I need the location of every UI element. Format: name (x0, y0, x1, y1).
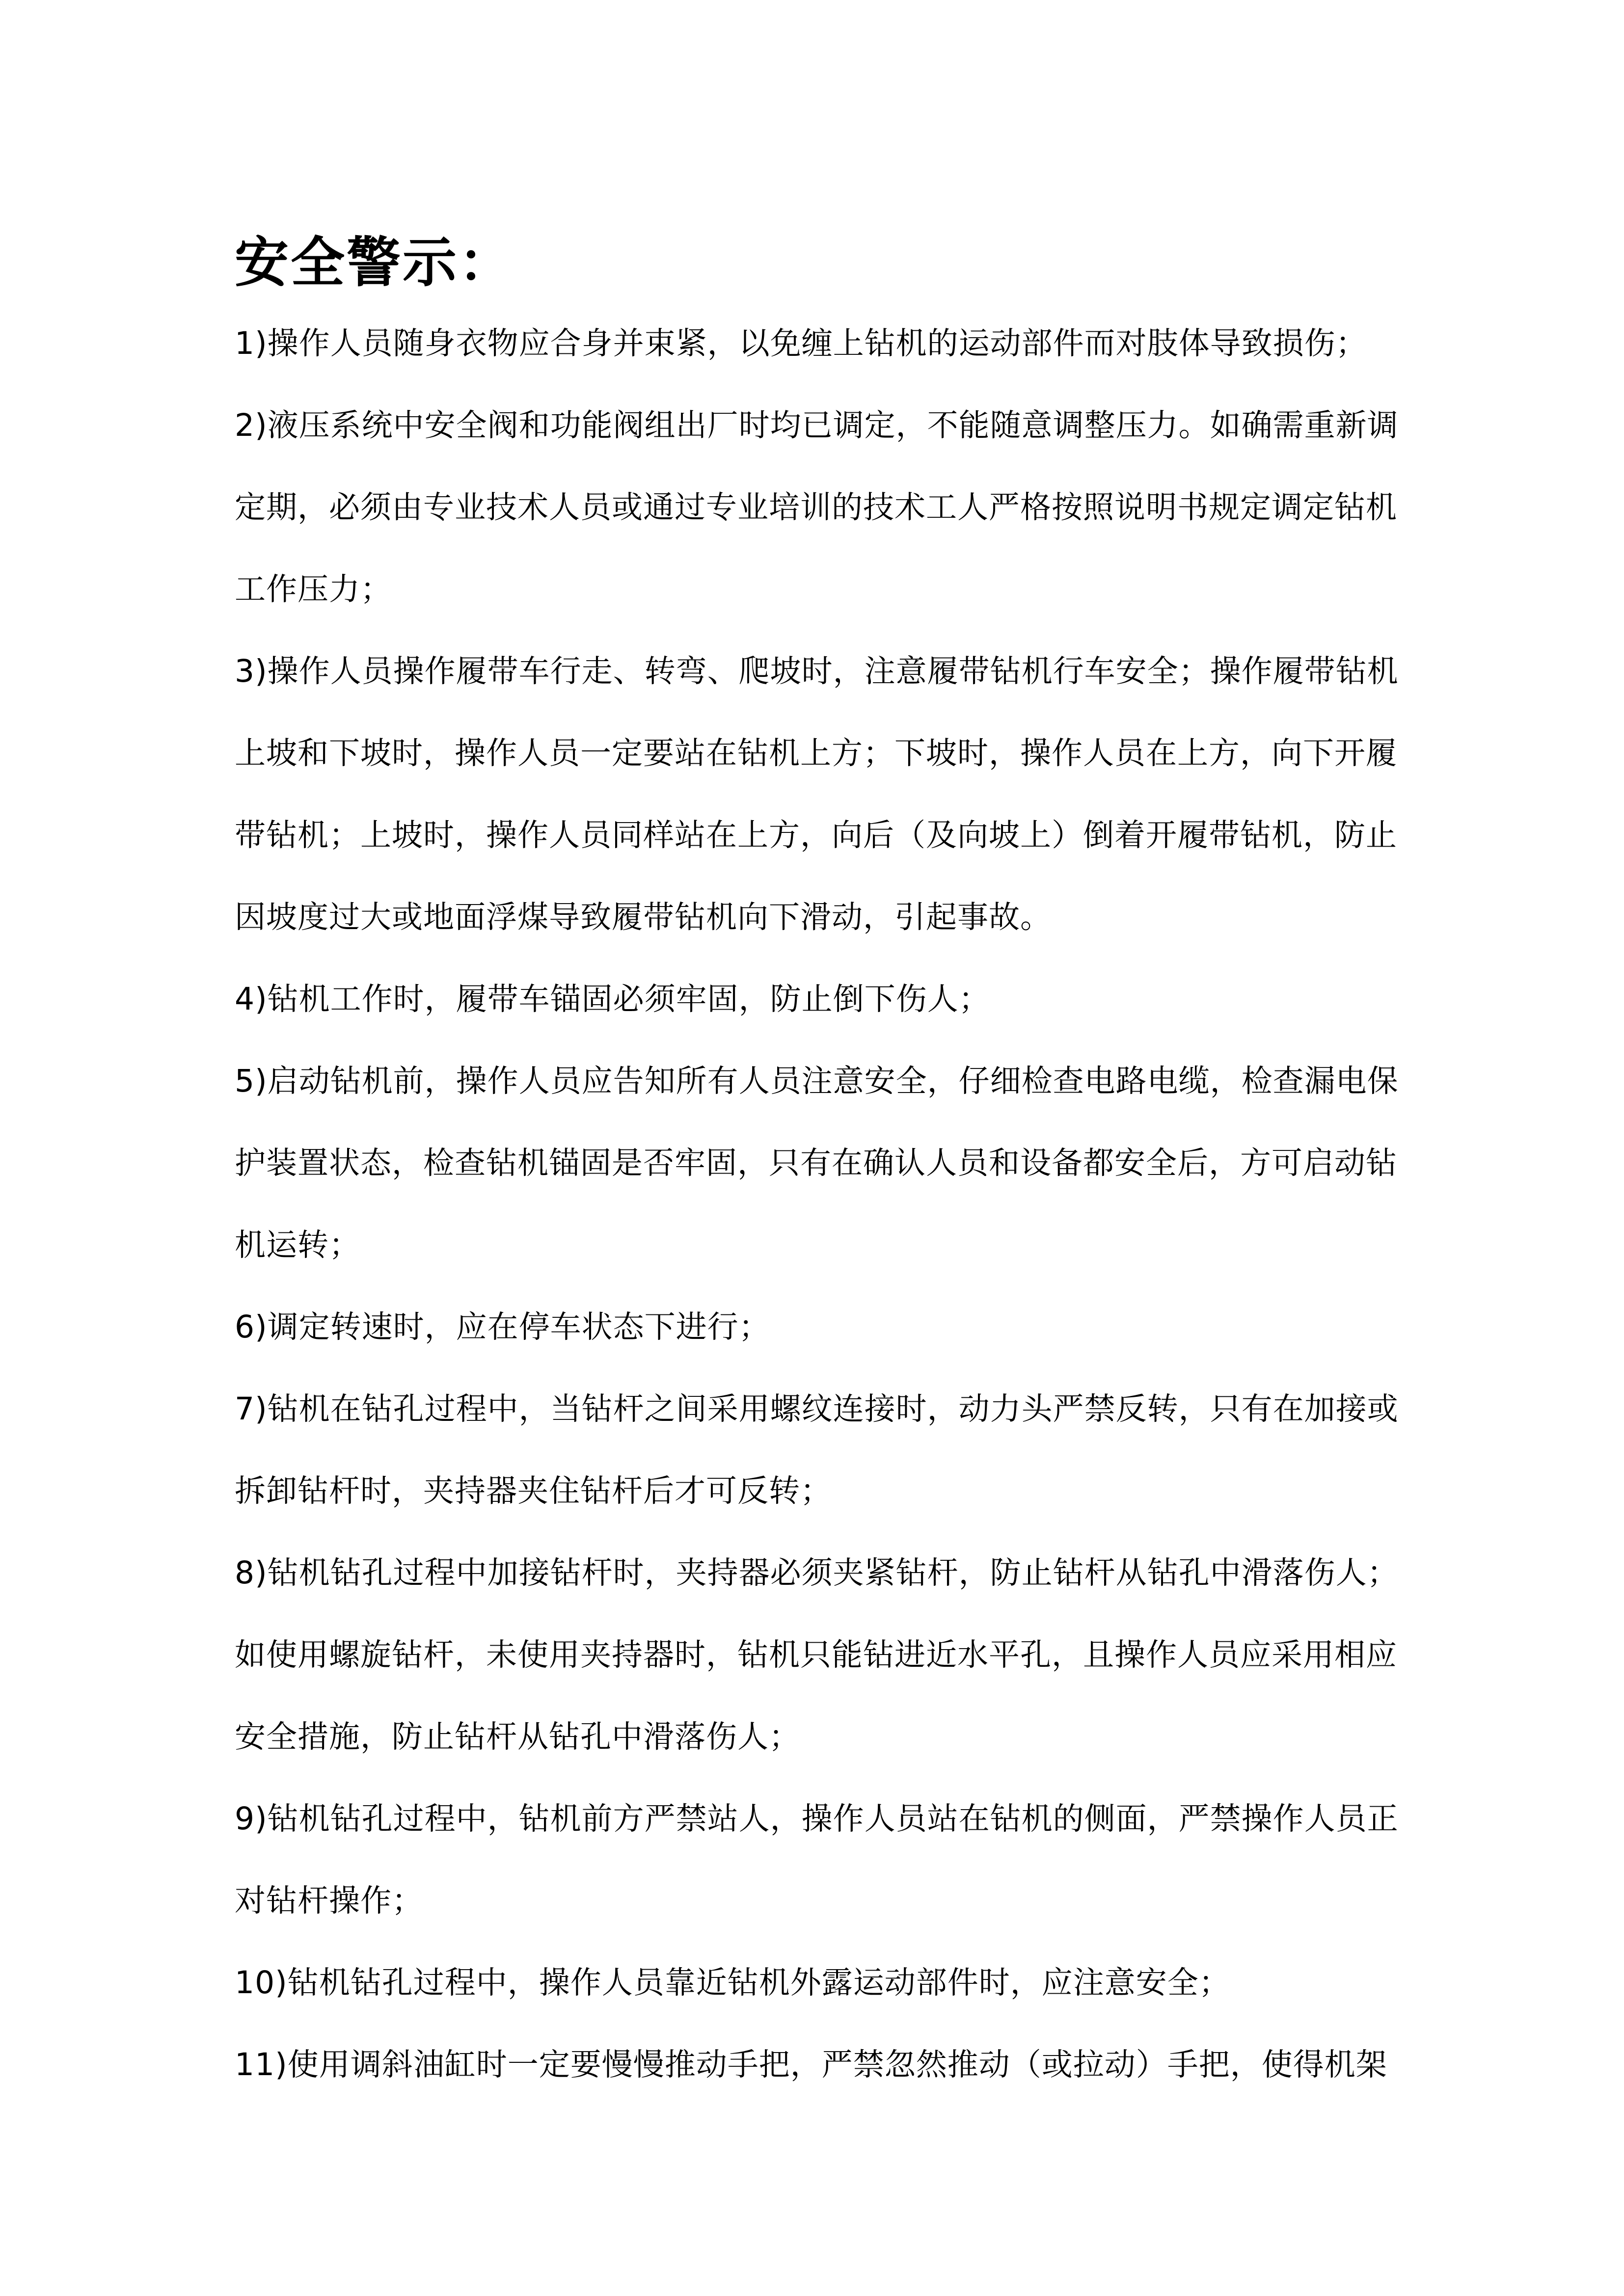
text-line-16: 8)钻机钻孔过程中加接钻杆时，夹持器必须夹紧钻杆，防止钻杆从钻孔中滑落伤人； (235, 1555, 1399, 1591)
text-line-18: 安全措施，防止钻杆从钻孔中滑落伤人； (235, 1719, 800, 1755)
text-line-9: 4)钻机工作时，履带车锚固必须牢固，防止倒下伤人； (235, 981, 990, 1017)
text-line-5: 3)操作人员操作履带车行走、转弯、爬坡时，注意履带钻机行车安全；操作履带钻机 (235, 653, 1399, 689)
text-line-12: 机运转； (235, 1227, 360, 1263)
text-line-8: 因坡度过大或地面浮煤导致履带钻机向下滑动，引起事故。 (235, 899, 1052, 935)
page-title: 安全警示： (235, 231, 514, 294)
text-line-1: 1)操作人员随身衣物应合身并束紧，以免缠上钻机的运动部件而对肢体导致损伤； (235, 325, 1367, 361)
text-line-20: 对钻杆操作； (235, 1883, 423, 1919)
text-line-21: 10)钻机钻孔过程中，操作人员靠近钻机外露运动部件时，应注意安全； (235, 1965, 1230, 2001)
text-line-13: 6)调定转速时，应在停车状态下进行； (235, 1309, 770, 1345)
text-line-10: 5)启动钻机前，操作人员应告知所有人员注意安全，仔细检查电路电缆，检查漏电保 (235, 1063, 1399, 1099)
text-line-3: 定期，必须由专业技术人员或通过专业培训的技术工人严格按照说明书规定调定钻机 (235, 489, 1397, 525)
text-line-14: 7)钻机在钻孔过程中，当钻杆之间采用螺纹连接时，动力头严禁反转，只有在加接或 (235, 1391, 1399, 1427)
text-line-17: 如使用螺旋钻杆，未使用夹持器时，钻机只能钻进近水平孔，且操作人员应采用相应 (235, 1637, 1397, 1673)
text-line-6: 上坡和下坡时，操作人员一定要站在钻机上方；下坡时，操作人员在上方，向下开履 (235, 735, 1397, 771)
text-line-15: 拆卸钻杆时，夹持器夹住钻杆后才可反转； (235, 1473, 832, 1509)
text-line-7: 带钻机；上坡时，操作人员同样站在上方，向后（及向坡上）倒着开履带钻机，防止 (235, 817, 1397, 853)
text-line-2: 2)液压系统中安全阀和功能阀组出厂时均已调定，不能随意调整压力。如确需重新调 (235, 407, 1399, 443)
text-line-4: 工作压力； (235, 571, 392, 607)
text-line-19: 9)钻机钻孔过程中，钻机前方严禁站人，操作人员站在钻机的侧面，严禁操作人员正 (235, 1801, 1399, 1837)
text-line-22: 11)使用调斜油缸时一定要慢慢推动手把，严禁忽然推动（或拉动）手把，使得机架 (235, 2047, 1387, 2082)
text-line-11: 护装置状态，检查钻机锚固是否牢固，只有在确认人员和设备都安全后，方可启动钻 (235, 1145, 1397, 1181)
